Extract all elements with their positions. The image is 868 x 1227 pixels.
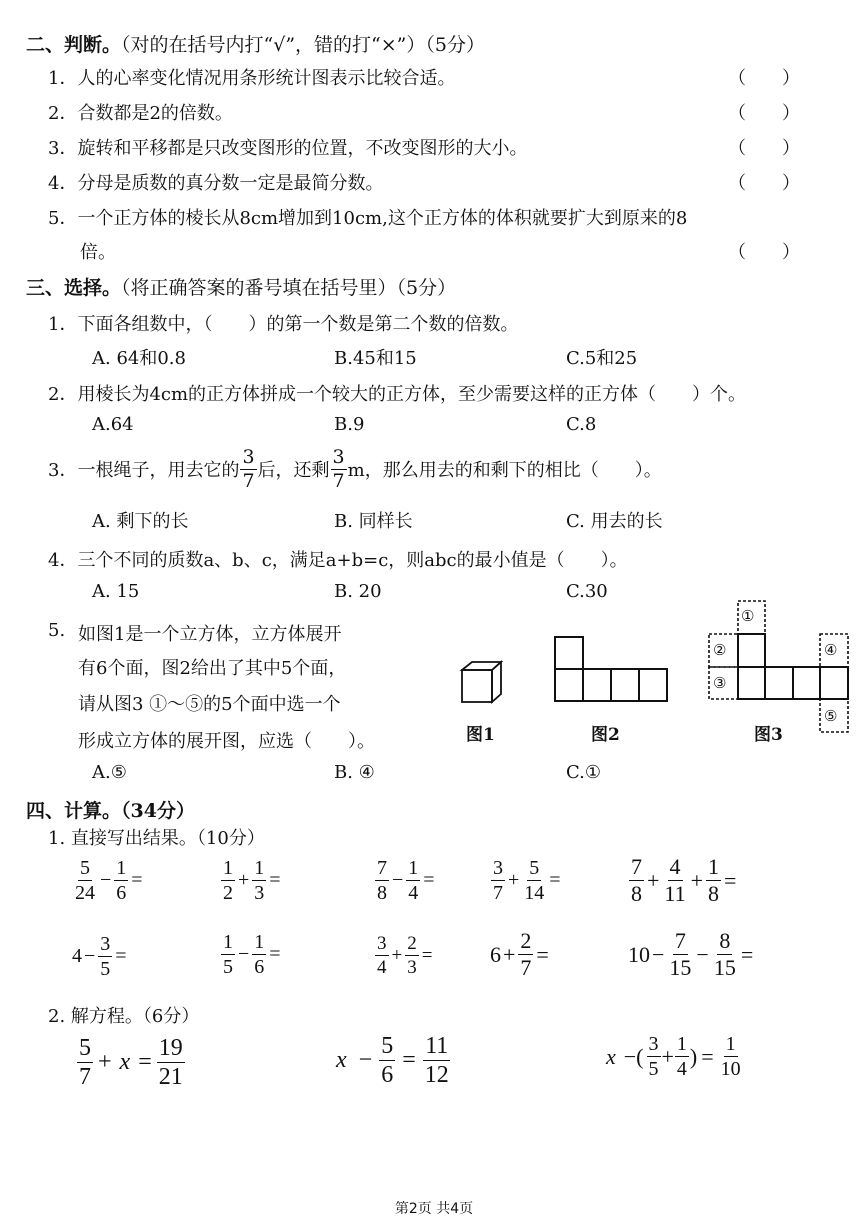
- numerator: 3: [242, 445, 255, 468]
- item-text: 合数都是2的倍数。: [77, 103, 233, 124]
- figure1-cube: [460, 660, 505, 705]
- variable-x: x: [119, 1049, 131, 1075]
- equals-sign: =: [402, 1047, 416, 1073]
- whole-number: 10: [628, 941, 650, 967]
- net-face: [611, 669, 639, 701]
- denominator: 3: [407, 957, 417, 978]
- fraction: [712, 930, 738, 979]
- item-number: 2．: [48, 103, 78, 124]
- calc-expression: [628, 856, 738, 905]
- fraction: [114, 858, 128, 903]
- numerator: 8: [719, 928, 731, 953]
- q-text-post: m，那么用去的和剩下的相比（ ）。: [347, 460, 662, 481]
- fraction: [77, 1036, 93, 1089]
- q-text: 下面各组数中，（ ）的第一个数是第二个数的倍数。: [77, 314, 519, 335]
- variable-x: x: [606, 1043, 616, 1069]
- net-face: [555, 637, 583, 669]
- fraction: [252, 858, 266, 903]
- numerator: 3: [493, 857, 503, 879]
- sub-text: 解方程。（6分）: [70, 1006, 200, 1027]
- denominator: 7: [242, 469, 255, 492]
- fraction: [405, 934, 419, 977]
- denominator: 5: [100, 958, 111, 980]
- calc-sub1: [48, 824, 265, 850]
- q5-line-3: 请从图3 ①～⑤的5个面中选一个: [78, 694, 341, 715]
- operator: −(: [623, 1043, 644, 1069]
- denominator: 7: [520, 955, 532, 980]
- q-number: 4．: [48, 550, 78, 571]
- numerator: 1: [254, 931, 265, 953]
- calc-expression: [628, 930, 755, 979]
- judge-item-4: [48, 169, 383, 195]
- equals-sign: =: [115, 945, 127, 967]
- option-b[interactable]: B. ④: [334, 762, 375, 783]
- numerator: 2: [407, 933, 417, 954]
- fraction: [675, 1034, 689, 1079]
- section3-note: （将正确答案的番号填在括号里）（5分）: [121, 277, 457, 299]
- option-c[interactable]: C.30: [566, 581, 608, 602]
- equals-sign: =: [701, 1043, 714, 1069]
- equals-sign: =: [740, 941, 754, 967]
- choice-q2: [48, 380, 746, 406]
- numerator: 5: [80, 857, 90, 879]
- section3-heading: [26, 273, 456, 300]
- denominator: 7: [493, 882, 503, 904]
- fraction: [491, 858, 505, 903]
- answer-paren-4[interactable]: （ ）: [728, 173, 800, 194]
- sub-text: 直接写出结果。（10分）: [70, 828, 265, 849]
- numerator: 5: [79, 1035, 91, 1061]
- denominator: 6: [381, 1062, 394, 1088]
- calc-expression: [72, 858, 145, 903]
- section4-note: （34分）: [121, 800, 195, 822]
- figure2-net: [554, 636, 668, 702]
- judge-item-5-cont: 倍。: [80, 242, 116, 263]
- operator: −: [358, 1047, 373, 1073]
- denominator: 12: [424, 1062, 449, 1088]
- answer-paren-3[interactable]: （ ）: [728, 138, 800, 159]
- option-b[interactable]: B.9: [334, 414, 365, 435]
- denominator: 5: [648, 1058, 659, 1080]
- option-a[interactable]: A. 剩下的长: [92, 511, 189, 532]
- q-number: 2．: [48, 384, 78, 405]
- net-face: [738, 667, 765, 699]
- numerator: 3: [100, 933, 111, 955]
- equation-1: [76, 1036, 186, 1089]
- judge-item-3: [48, 134, 527, 160]
- equals-sign: =: [536, 941, 549, 967]
- net-face: [583, 669, 611, 701]
- q-text: 用棱长为4cm的正方体拼成一个较大的正方体，至少需要这样的正方体（ ）个。: [77, 384, 747, 405]
- item-number: 1．: [48, 68, 78, 89]
- operator: +: [508, 869, 520, 891]
- operator: +: [647, 867, 660, 893]
- judge-item-1: [48, 64, 455, 90]
- choice-q5-number: 5.: [48, 620, 66, 641]
- denominator: 2: [223, 882, 233, 904]
- choice-q1: [48, 310, 518, 336]
- section2-note: （对的在括号内打“√”，错的打“×”）（5分）: [121, 34, 485, 56]
- numerator: 1: [708, 854, 720, 879]
- section2-heading: [26, 30, 485, 57]
- calc-expression: [374, 934, 434, 977]
- net-face: [555, 669, 583, 701]
- item-number: 5．: [48, 208, 78, 229]
- operator: −: [238, 943, 250, 965]
- operator: −: [100, 869, 112, 891]
- numerator: 2: [520, 928, 532, 953]
- numerator: 7: [631, 854, 642, 879]
- q5-line-4: 形成立方体的展开图，应选（ ）。: [78, 731, 375, 752]
- fraction: [375, 858, 389, 903]
- denominator: 8: [631, 881, 642, 906]
- fraction: [240, 445, 256, 492]
- fraction: [706, 856, 721, 905]
- q-text-pre: 一根绳子，用去它的: [77, 460, 240, 481]
- equation-3: [600, 1034, 744, 1079]
- option-c[interactable]: C.5和25: [566, 348, 638, 369]
- calc-expression: [490, 858, 563, 903]
- q-text: 三个不同的质数a、b、c，满足a+b=c，则abc的最小值是（ ）。: [77, 550, 628, 571]
- equals-sign: =: [423, 869, 435, 891]
- q5-line-2: 有6个面，图2给出了其中5个面，: [78, 658, 347, 679]
- item-number: 4．: [48, 173, 78, 194]
- item-number: 3．: [48, 138, 78, 159]
- q-text-mid: 后，还剩: [257, 460, 330, 481]
- denominator: 8: [708, 881, 720, 906]
- numerator: 1: [676, 1033, 687, 1055]
- calc-expression: [220, 932, 283, 977]
- fraction: [667, 930, 693, 979]
- operator: −: [392, 869, 404, 891]
- numerator: 4: [669, 854, 681, 879]
- option-a[interactable]: A.64: [92, 414, 134, 435]
- numerator: 3: [332, 445, 345, 468]
- fraction: [157, 1036, 185, 1089]
- net-face: [820, 667, 848, 699]
- section4-heading: [26, 796, 195, 823]
- numerator: 3: [377, 933, 387, 954]
- face-label-2: ②: [713, 641, 727, 659]
- equals-sign: =: [421, 944, 433, 966]
- fraction: [252, 932, 266, 977]
- denominator: 4: [408, 882, 419, 904]
- equation-2: [330, 1034, 452, 1087]
- calc-expression: [490, 930, 551, 979]
- operator: −: [652, 941, 665, 967]
- judge-item-5: [48, 204, 687, 230]
- variable-x: x: [336, 1047, 347, 1073]
- numerator: 7: [674, 928, 686, 953]
- numerator: 1: [223, 857, 233, 879]
- net-face: [738, 634, 765, 667]
- option-b[interactable]: B. 20: [334, 581, 382, 602]
- fraction: [375, 934, 389, 977]
- calc-sub2: [48, 1002, 199, 1028]
- choice-q3: [48, 443, 662, 495]
- answer-paren-5[interactable]: （ ）: [728, 242, 800, 263]
- face-label-4: ④: [824, 641, 838, 659]
- section2-title: 二、判断。: [26, 34, 122, 56]
- judge-item-2: [48, 99, 233, 125]
- denominator: 11: [664, 881, 686, 906]
- numerator: 1: [254, 857, 265, 879]
- q5-line-1: 如图1是一个立方体，立方体展开: [78, 624, 342, 645]
- q-number: 3．: [48, 460, 78, 481]
- operator: +: [690, 867, 704, 893]
- operator: −: [696, 941, 709, 967]
- fraction: [522, 858, 546, 903]
- option-a[interactable]: A. 64和0.8: [92, 348, 186, 369]
- section4-title: 四、计算。: [26, 800, 122, 822]
- denominator: 6: [254, 956, 265, 978]
- numerator: 5: [381, 1033, 394, 1059]
- calc-expression: [220, 858, 283, 903]
- numerator: 5: [529, 857, 540, 879]
- item-text: 一个正方体的棱长从8cm增加到10cm,这个正方体的体积就要扩大到原来的8: [77, 208, 688, 229]
- denominator: 14: [524, 882, 545, 904]
- operator: +: [98, 1049, 112, 1075]
- equals-sign: =: [131, 869, 143, 891]
- face-label-3: ③: [713, 674, 727, 692]
- item-text: 旋转和平移都是只改变图形的位置，不改变图形的大小。: [77, 138, 528, 159]
- operator: +: [238, 869, 250, 891]
- whole-number: 6: [490, 941, 501, 967]
- denominator: 3: [254, 882, 265, 904]
- denominator: 8: [377, 882, 387, 904]
- cube-front-face: [462, 670, 492, 702]
- answer-paren-1[interactable]: （ ）: [728, 68, 800, 89]
- operator: +: [661, 1043, 674, 1069]
- option-c[interactable]: C. 用去的长: [566, 511, 663, 532]
- fraction: [662, 856, 687, 905]
- option-b[interactable]: B. 同样长: [334, 511, 413, 532]
- face-label-5: ⑤: [824, 707, 838, 725]
- numerator: 1: [116, 857, 127, 879]
- numerator: 1: [725, 1033, 736, 1055]
- equals-sign: =: [269, 869, 281, 891]
- fraction: [406, 858, 420, 903]
- option-a[interactable]: A. 15: [92, 581, 140, 602]
- whole-number: 4: [72, 945, 82, 967]
- face-label-1: ①: [741, 607, 755, 625]
- answer-paren-2[interactable]: （ ）: [728, 103, 800, 124]
- item-text: 分母是质数的真分数一定是最简分数。: [77, 173, 384, 194]
- cube-side-face: [492, 662, 501, 702]
- equals-sign: =: [549, 869, 561, 891]
- option-a[interactable]: A.⑤: [92, 762, 127, 783]
- fraction: [221, 932, 235, 977]
- numerator: 1: [408, 857, 419, 879]
- close-paren: ): [689, 1043, 698, 1069]
- denominator: 7: [79, 1064, 91, 1090]
- fraction: [518, 930, 533, 979]
- calc-expression: [72, 934, 129, 979]
- denominator: 24: [75, 882, 95, 904]
- fraction: [221, 858, 235, 903]
- denominator: 15: [669, 955, 692, 980]
- net-face: [639, 669, 667, 701]
- equals-sign: =: [138, 1049, 152, 1075]
- sub-number: 1.: [48, 828, 66, 849]
- numerator: 7: [377, 857, 387, 879]
- figure2-label: 图2: [591, 725, 620, 745]
- denominator: 10: [720, 1058, 741, 1080]
- operator: +: [391, 944, 403, 966]
- fraction: [423, 1034, 451, 1087]
- numerator: 3: [648, 1033, 659, 1055]
- choice-q4: [48, 546, 628, 572]
- numerator: 1: [223, 931, 233, 953]
- fraction: [98, 934, 112, 979]
- denominator: 6: [116, 882, 127, 904]
- operator: +: [503, 941, 516, 967]
- option-b[interactable]: B.45和15: [334, 348, 417, 369]
- denominator: 4: [377, 957, 387, 978]
- figure3-label: 图3: [754, 725, 783, 745]
- net-face: [793, 667, 820, 699]
- section3-title: 三、选择。: [26, 277, 122, 299]
- sub-number: 2.: [48, 1006, 66, 1027]
- denominator: 7: [332, 469, 345, 492]
- page-footer: 第2页 共4页: [394, 1201, 474, 1217]
- q-number: 1．: [48, 314, 78, 335]
- denominator: 15: [713, 955, 736, 980]
- item-text: 人的心率变化情况用条形统计图表示比较合适。: [77, 68, 456, 89]
- denominator: 5: [223, 956, 233, 978]
- operator: −: [84, 945, 96, 967]
- denominator: 21: [158, 1064, 183, 1090]
- calc-expression: [374, 858, 437, 903]
- numerator: 11: [425, 1033, 449, 1059]
- denominator: 4: [676, 1058, 687, 1080]
- fraction: [719, 1034, 743, 1079]
- fraction: [647, 1034, 661, 1079]
- net-face: [765, 667, 793, 699]
- equals-sign: =: [269, 943, 281, 965]
- fraction: [629, 856, 644, 905]
- option-c[interactable]: C.8: [566, 414, 597, 435]
- option-c[interactable]: C.①: [566, 762, 601, 783]
- fraction: [331, 445, 347, 492]
- numerator: 19: [158, 1035, 183, 1061]
- fraction: [73, 858, 97, 903]
- equals-sign: =: [724, 867, 737, 893]
- fraction: [379, 1034, 395, 1087]
- figure1-label: 图1: [466, 725, 495, 745]
